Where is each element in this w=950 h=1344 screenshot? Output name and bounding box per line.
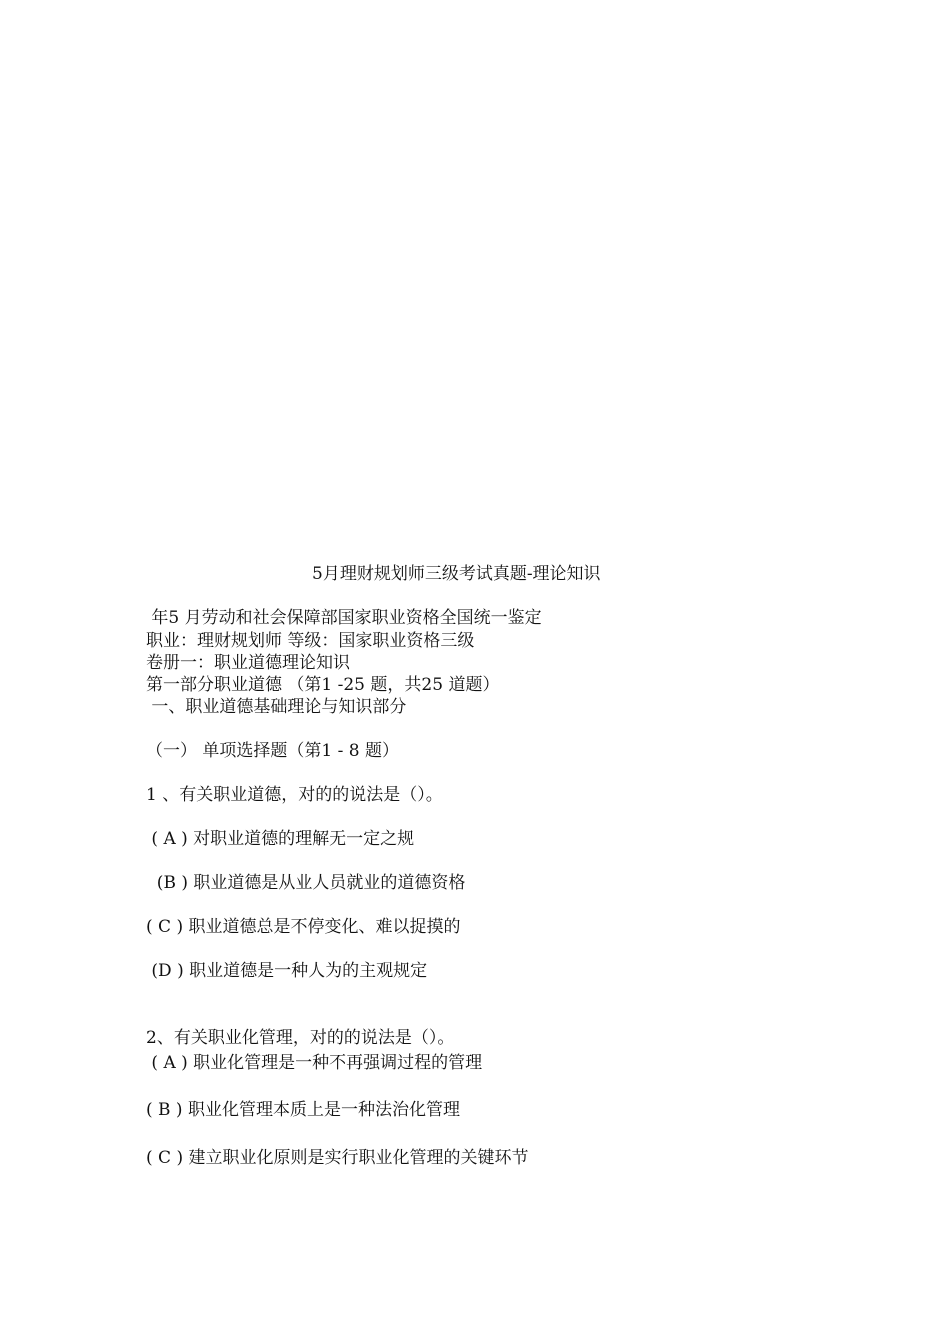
header-line-4: 第一部分职业道德 （第1 -25 题，共25 道题）	[146, 675, 500, 695]
question-2-stem: 2、有关职业化管理，对的的说法是（）。	[146, 1028, 455, 1048]
header-line-3: 卷册一：职业道德理论知识	[146, 653, 350, 673]
document-title: 5月理财规划师三级考试真题-理论知识	[312, 564, 601, 584]
question-2-option-b: ( B ) 职业化管理本质上是一种法治化管理	[146, 1100, 460, 1120]
header-line-2: 职业：理财规划师 等级：国家职业资格三级	[146, 631, 475, 651]
header-line-1: 年5 月劳动和社会保障部国家职业资格全国统一鉴定	[146, 608, 542, 628]
header-line-5: 一、职业道德基础理论与知识部分	[146, 697, 407, 717]
question-1-option-a: ( A ) 对职业道德的理解无一定之规	[146, 829, 415, 849]
question-2-option-c: ( C ) 建立职业化原则是实行职业化管理的关键环节	[146, 1148, 529, 1168]
question-2-option-a: ( A ) 职业化管理是一种不再强调过程的管理	[146, 1053, 483, 1073]
question-1-stem: 1 、有关职业道德，对的的说法是（）。	[146, 785, 443, 805]
question-1-option-d: (D ) 职业道德是一种人为的主观规定	[146, 961, 428, 981]
question-1-option-c: ( C ) 职业道德总是不停变化、难以捉摸的	[146, 917, 461, 937]
question-1-option-b: (B ) 职业道德是从业人员就业的道德资格	[146, 873, 466, 893]
section-heading: （一） 单项选择题（第1 - 8 题）	[146, 741, 399, 761]
